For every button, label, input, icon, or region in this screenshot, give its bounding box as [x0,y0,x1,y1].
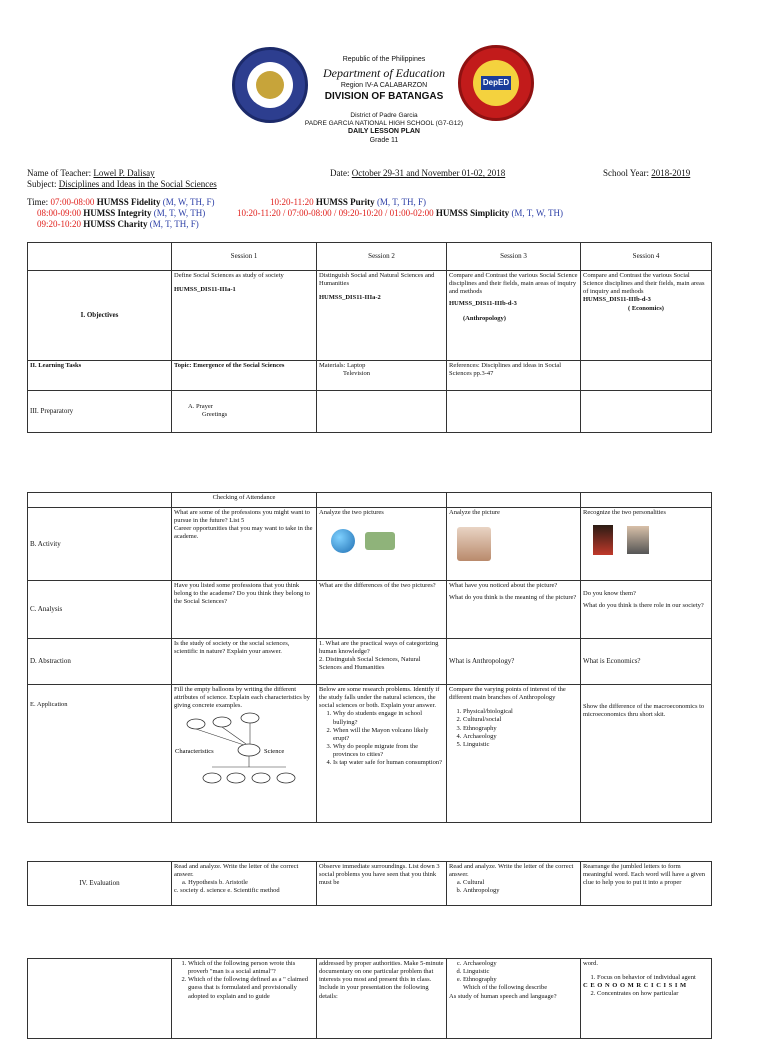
continued-s1 [172,959,317,1039]
list-item: 2. When will the Mayon volcano likely erupt? [333,727,444,743]
diagram-left-label: Characteristics [175,748,214,756]
school-year: 2018-2019 [651,168,691,178]
session-header-3: Session 3 [447,243,581,271]
abstraction-label: D. Abstraction [28,639,172,685]
continued-s2: addressed by proper authorities. Make 5-minute documentary on one particular problem that interests you most and present this in class. Include in your presentation the following details: [317,959,447,1039]
list-item: a. Cultural [463,879,578,887]
lesson-table-2 [27,492,712,823]
woman-picture [457,527,491,561]
evaluation-label: IV. Evaluation [28,862,172,906]
region-line: Region IV-A CALABARZON [340,82,428,89]
tasks-s2: Materials: Laptop Television [317,361,447,391]
analysis-s4: Do you know them? What do you think is there role in our society? [581,581,712,639]
list-item: 1. Focus on behavior of individual agent [597,974,709,982]
top-cell-s4 [581,493,712,508]
division-line: DIVISION OF BATANGAS [324,91,444,102]
application-s2: Below are some research problems. Identify if the study falls under the natural sciences, the social sciences or both. Explain your answer. 1. Why do students engage in school bullying? 2. When will the Mayon volcano likely erupt? 3. Why do people migrate from the provinces to cities? 4. Is tap water safe for human consumption? [317,685,447,823]
analysis-s2: What are the differences of the two pictures? [317,581,447,639]
money-picture [365,532,395,550]
activity-s2: Analyze the two pictures [317,508,447,581]
analysis-label: C. Analysis [28,581,172,639]
top-cell-s2 [317,493,447,508]
anthropology-branch-list [449,708,578,749]
choice-list [449,960,578,984]
top-cell-s3 [447,493,581,508]
time-row-2: 08:00-09:00 HUMSS Integrity (M, T, W, TH) [37,208,206,218]
tasks-s4 [581,361,712,391]
activity-s1: What are some of the professions you might want to pursue in the future? List 5 Career opportunities that you may want to take in the academe. [172,508,317,581]
continued-label-cell [28,959,172,1039]
session-header-2: Session 2 [317,243,447,271]
teacher-row: Name of Teacher: Lowel P. Dalisay [27,168,155,178]
activity-s4: Recognize the two personalities [581,508,712,581]
preparatory-s3 [447,391,581,433]
application-s4: Show the difference of the macroeconomics to microeconomics thru short skit. [581,685,712,823]
list-item: c. Archaeology [463,960,578,968]
corner-cell [28,243,172,271]
top-corner-cell [28,493,172,508]
grade-line: Grade 11 [369,137,399,144]
evaluation-s4: Rearrange the jumbled letters to form meaningful word. Each word will have a given clue to help you to put it into a proper [581,862,712,906]
list-item: 3. Why do people migrate from the provinces to cities? [333,743,444,759]
continued-s3: c. Archaeology d. Linguistic e. Ethnography Which of the following describe As study of human speech and language? [447,959,581,1039]
list-item: d. Linguistic [463,968,578,976]
abstraction-s3: What is Anthropology? [447,639,581,685]
jumbled-letters: C E O N O O M R C I C I S I M [583,982,687,990]
abstraction-s4: What is Economics? [581,639,712,685]
preparatory-label: III. Preparatory [28,391,172,433]
list-item: 2. Cultural/social [463,716,578,724]
time-row-5: 10:20-11:20 / 07:00-08:00 / 09:20-10:20 / 01:00-02:00 HUMSS Simplicity (M, T, W, TH) [237,208,563,218]
application-label: E. Application [28,685,172,823]
objective-s4: Compare and Contrast the various Social Science disciplines and their fields, main areas of inquiry and methods HUMSS_DIS11-IIIb-d-3 ( Economics) [581,271,712,361]
personality-picture-1 [593,525,613,555]
attendance-cell: Checking of Attendance [172,493,317,508]
abstraction-s1: Is the study of society or the social sciences, scientific in nature? Explain your answer. [172,639,317,685]
list-item: 2. Concentrates on how particular [597,990,709,998]
list-item: 1. Which of the following person wrote this proverb "man is a social animal"? [188,960,314,976]
objectives-label: I. Objectives [28,271,172,361]
lesson-table-4 [27,958,712,1039]
analysis-s1: Have you listed some professions that you think belong to the academe? Do you think they belong to the Social Sciences? [172,581,317,639]
lesson-table-3 [27,861,712,906]
globe-picture [331,529,355,553]
subject-row: Subject: Disciplines and Ideas in the Social Sciences [27,179,217,189]
objective-s2: Distinguish Social and Natural Sciences and Humanities HUMSS_DIS11-IIIa-2 [317,271,447,361]
list-item: 1. Physical/biological [463,708,578,716]
list-item: 3. Ethnography [463,725,578,733]
evaluation-s3: Read and analyze. Write the letter of the correct answer. a. Cultural b. Anthropology [447,862,581,906]
session-header-4: Session 4 [581,243,712,271]
diagram-right-label: Science [264,748,285,756]
plan-title: DAILY LESSON PLAN [348,128,420,135]
lesson-table-1 [27,242,712,433]
activity-label: B. Activity [28,508,172,581]
school-line: PADRE GARCIA NATIONAL HIGH SCHOOL (G7-G12) [304,120,464,127]
continued-s4: word. 1. Focus on behavior of individual agent C E O N O O M R C I C I S I M 2. Concentrates on how particular [581,959,712,1039]
evaluation-s2: Observe immediate surroundings. List down 3 social problems you have seen that you think must be [317,862,447,906]
subject-name: Disciplines and Ideas in the Social Sciences [58,179,217,189]
date-row: Date: October 29-31 and November 01-02, 2018 [330,168,506,178]
tasks-s3: References: Disciplines and ideas in Social Sciences pp.3-47 [447,361,581,391]
activity-s3: Analyze the picture [447,508,581,581]
question-list [174,960,314,1001]
lesson-date: October 29-31 and November 01-02, 2018 [351,168,506,178]
district-line: District of Padre Garcia [350,112,418,119]
balloon-diagram [174,712,312,792]
tasks-s1: Topic: Emergence of the Social Sciences [172,361,317,391]
tasks-label: II. Learning Tasks [28,361,172,391]
department-line: Department of Education [323,66,445,80]
republic-line: Republic of the Philippines [342,56,426,63]
objective-s1: Define Social Sciences as study of society HUMSS_DIS11-IIIa-1 [172,271,317,361]
preparatory-s1: A. Prayer Greetings [172,391,317,433]
list-item: b. Anthropology [463,887,578,895]
application-s3: Compare the varying points of interest of the different main branches of Anthropology 1. Physical/biological 2. Cultural/social 3. Ethnography 4. Archaeology 5. Linguistic [447,685,581,823]
preparatory-s2 [317,391,447,433]
jumbled-word-list [583,974,709,982]
personality-picture-2 [627,526,649,554]
evaluation-s1: Read and analyze. Write the letter of the correct answer. a. Hypothesis b. Aristotle c. society d. science e. Scientific method [172,862,317,906]
list-item: 4. Archaeology [463,733,578,741]
division-seal-right: DepED [458,45,534,121]
session-header-1: Session 1 [172,243,317,271]
list-item: e. Ethnography [463,976,578,984]
list-item: 5. Linguistic [463,741,578,749]
teacher-name: Lowel P. Dalisay [93,168,155,178]
list-item: 4. Is tap water safe for human consumption? [333,759,444,767]
abstraction-s2: 1. What are the practical ways of categorizing human knowledge? 2. Distinguish Social Sciences, Natural Sciences and Humanities [317,639,447,685]
list-item: 2. Which of the following defined as a " claimed guess that is formulated and provisionally adopted to explain and to guide [188,976,314,1000]
list-item: 1. Why do students engage in school bullying? [333,710,444,726]
time-row-3: 09:20-10:20 HUMSS Charity (M, T, TH, F) [37,219,199,229]
year-row: School Year: 2018-2019 [603,168,691,178]
analysis-s3: What have you noticed about the picture? What do you think is the meaning of the picture? [447,581,581,639]
research-problem-list [319,710,444,767]
preparatory-s4 [581,391,712,433]
objective-s3: Compare and Contrast the various Social Science disciplines and their fields, main areas of inquiry and methods HUMSS_DIS11-IIIb-d-3 (Anthropology) [447,271,581,361]
time-row-1: Time: 07:00-08:00 HUMSS Fidelity (M, W, TH, F) [27,197,215,207]
evaluation-choice-list [449,879,578,895]
time-row-4: 10:20-11:20 HUMSS Purity (M, T, TH, F) [270,197,426,207]
application-s1: Fill the empty balloons by writing the different attributes of science. Explain each characteristics by giving concrete examples. Characteristics Science [172,685,317,823]
